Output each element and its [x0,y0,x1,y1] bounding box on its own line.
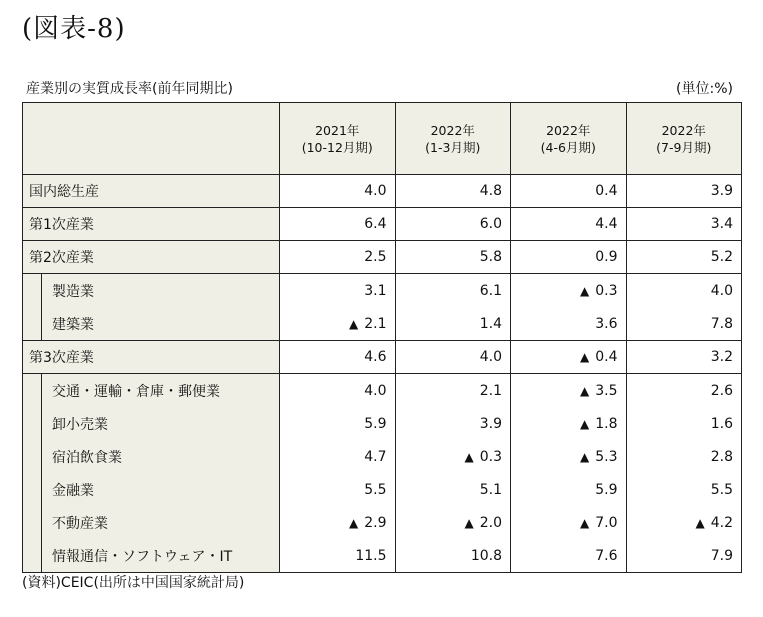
value-text: 2.9 [364,514,387,531]
value-cell [395,307,511,341]
table-row [23,175,742,208]
value-cell [511,208,627,241]
value-text: 4.0 [710,282,733,299]
value-text: 5.9 [364,415,387,432]
value-text: 4.0 [364,382,387,399]
value-cell [626,407,742,440]
row-label: 建築業 [23,307,280,341]
table-body [23,175,742,573]
value-cell [511,307,627,341]
value-text: 6.4 [364,216,387,232]
negative-triangle-icon: ▲ [580,449,590,464]
value-cell [280,307,396,341]
value-text: 3.4 [710,216,733,232]
column-header: 2022年 (4-6月期) [511,103,627,175]
negative-triangle-icon: ▲ [580,515,590,530]
column-header: 2022年 (7-9月期) [626,103,742,175]
table-row [23,341,742,374]
table-row [23,539,742,573]
growth-table [22,102,742,573]
negative-triangle-icon: ▲ [580,350,590,364]
value-cell [395,506,511,539]
table-row [23,208,742,241]
value-text: 4.6 [364,349,387,365]
value-cell [626,274,742,308]
value-text: 7.8 [710,315,733,332]
row-label: 情報通信・ソフトウェア・IT [23,539,280,573]
value-text: 4.8 [479,183,502,199]
value-text: 6.0 [479,216,502,232]
value-cell [626,241,742,274]
value-text: 5.9 [595,481,618,498]
value-cell [626,539,742,573]
value-cell [626,440,742,473]
corner-cell [23,103,280,175]
value-cell [626,473,742,506]
value-cell [280,374,396,408]
value-text: 4.4 [595,216,618,232]
negative-triangle-icon: ▲ [580,283,590,298]
value-cell [511,341,627,374]
value-text: 4.0 [479,349,502,365]
value-cell [395,473,511,506]
value-cell [395,407,511,440]
value-text: 2.0 [479,514,502,531]
row-label: 第2次産業 [23,241,280,274]
value-cell [511,407,627,440]
value-text: 0.4 [595,183,618,199]
value-text: 5.5 [710,481,733,498]
value-text: 2.6 [710,382,733,399]
value-cell [280,506,396,539]
value-cell [626,307,742,341]
negative-triangle-icon: ▲ [349,316,359,331]
table-title: 産業別の実質成長率(前年同期比) [26,81,233,97]
negative-triangle-icon: ▲ [580,416,590,431]
value-cell [280,440,396,473]
value-cell [511,440,627,473]
value-cell [280,175,396,208]
value-text: 4.2 [710,514,733,531]
row-label: 第3次産業 [23,341,280,374]
value-text: 2.8 [710,448,733,465]
value-cell [511,506,627,539]
column-header: 2021年 (10-12月期) [280,103,396,175]
figure-label: (図表-8) [22,14,126,44]
value-cell [511,175,627,208]
value-cell [395,374,511,408]
value-text: 0.3 [595,282,618,299]
row-label: 国内総生産 [23,175,280,208]
row-label: 不動産業 [23,506,280,539]
table-row [23,241,742,274]
value-text: 1.8 [595,415,618,432]
value-cell [280,208,396,241]
column-header: 2022年 (1-3月期) [395,103,511,175]
row-label: 製造業 [23,274,280,308]
value-cell [280,473,396,506]
value-cell [395,241,511,274]
row-label: 金融業 [23,473,280,506]
value-cell [280,274,396,308]
value-text: 1.4 [479,315,502,332]
value-cell [626,374,742,408]
source-note: (資料)CEIC(出所は中国国家統計局) [22,575,245,591]
value-text: 3.9 [710,183,733,199]
value-cell [395,208,511,241]
negative-triangle-icon: ▲ [580,383,590,398]
negative-triangle-icon: ▲ [349,515,359,530]
row-label: 宿泊飲食業 [23,440,280,473]
value-cell [395,175,511,208]
value-cell [395,274,511,308]
value-text: 6.1 [479,282,502,299]
value-text: 5.8 [479,249,502,265]
value-text: 5.1 [479,481,502,498]
value-text: 5.5 [364,481,387,498]
value-cell [626,341,742,374]
value-text: 7.9 [710,547,733,564]
value-text: 0.3 [479,448,502,465]
table-row [23,407,742,440]
value-text: 3.9 [479,415,502,432]
value-text: 5.3 [595,448,618,465]
table-row [23,440,742,473]
value-text: 3.5 [595,382,618,399]
value-text: 3.2 [710,349,733,365]
value-cell [280,341,396,374]
value-cell [395,539,511,573]
negative-triangle-icon: ▲ [464,449,474,464]
row-label: 交通・運輸・倉庫・郵便業 [23,374,280,408]
value-cell [626,506,742,539]
negative-triangle-icon: ▲ [695,515,705,530]
value-cell [280,407,396,440]
value-text: 1.6 [710,415,733,432]
value-text: 5.2 [710,249,733,265]
value-text: 3.1 [364,282,387,299]
value-text: 2.1 [479,382,502,399]
table-row [23,374,742,408]
value-cell [511,274,627,308]
value-text: 2.1 [364,315,387,332]
negative-triangle-icon: ▲ [464,515,474,530]
table-row [23,307,742,341]
value-cell [280,539,396,573]
table-row [23,506,742,539]
unit-label: (単位:%) [676,81,733,97]
table-row [23,473,742,506]
value-cell [626,175,742,208]
value-cell [280,241,396,274]
table-row [23,274,742,308]
row-label: 卸小売業 [23,407,280,440]
value-text: 7.6 [595,547,618,564]
value-cell [395,341,511,374]
value-text: 10.8 [470,547,502,564]
value-text: 2.5 [364,249,387,265]
value-cell [511,374,627,408]
header-row [23,103,742,175]
value-text: 7.0 [595,514,618,531]
value-cell [511,241,627,274]
value-text: 3.6 [595,315,618,332]
row-label: 第1次産業 [23,208,280,241]
value-text: 0.4 [595,349,618,365]
value-text: 4.7 [364,448,387,465]
value-text: 0.9 [595,249,618,265]
value-text: 4.0 [364,183,387,199]
value-cell [626,208,742,241]
value-text: 11.5 [355,547,387,564]
value-cell [395,440,511,473]
value-cell [511,539,627,573]
value-cell [511,473,627,506]
